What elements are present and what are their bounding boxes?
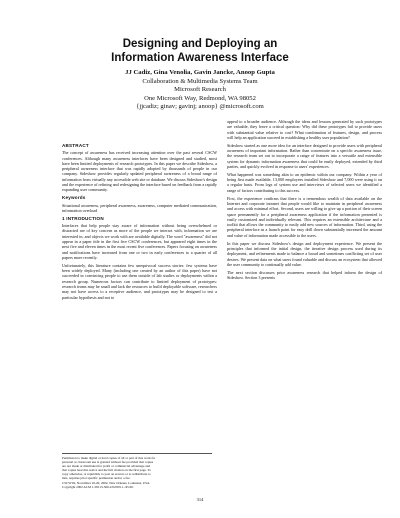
abstract-text: The concept of awareness has received increasing attention over the past several CSCW conferences. Although many awareness interfaces have been designed and studied, most have been limited deployments of research prototypes. In this paper we describe Sideshow, a peripheral awareness interface that was rapidly adopted by thousands of people in our company. Sideshow provides regularly updated peripheral awareness of a broad range of information from virtually any accessible web site or database. We discuss Sideshow's design and the experience of refining and redesigning the interface based on feedback from a rapidly expanding user community. bbox=[62, 150, 217, 193]
paper-title-line1: Designing and Deploying an bbox=[122, 38, 278, 50]
body-paragraph-6: The next section discusses prior awareness research that helped inform the design of Sideshow. Section 3 presents bbox=[227, 269, 382, 280]
body-paragraph-4: First, the experience confirms that there is a tremendous wealth of data available on the Internet and corporate intranet that people would like to maintain in peripheral awareness and access with minimal effort. Second, users are willing to give up a portion of their screen space permanently for a peripheral awareness application if the information presented is easily customized and individually relevant. This requires an extensible architecture and a toolkit that allows the community to easily add new sources of information. Third, using the peripheral interface as a launch point for easy drill down substantially increased the amount and value of information made accessible to the users. bbox=[227, 195, 382, 238]
abstract-heading: ABSTRACT bbox=[62, 143, 89, 148]
keywords-text: Situational awareness, peripheral awareness, awareness, computer mediated communication, information overload bbox=[62, 202, 217, 213]
left-column bbox=[62, 142, 217, 302]
footnote-line: Copyright 2002 ACM 1-58113-560-2/02/0011...$5.00. bbox=[62, 484, 134, 489]
copyright-footnote bbox=[62, 453, 212, 489]
right-column bbox=[227, 119, 382, 283]
introduction-paragraph-2: Unfortunately, this literature contains few unequivocal success stories: few systems have been widely deployed. Many (including one created by an author of this paper) have not succeeded in convincing people to use them outside of lab studies or deployments within a research group. Numerous factors can contribute to limited deployment of prototypes: research teams may be small and lack the resources to build deployable software, researchers may not have access to a receptive audience, and prototypes may be designed to test a particular hypothesis and not to bbox=[62, 262, 217, 300]
page-number: 314 bbox=[196, 497, 204, 502]
author-emails: {jjcadiz; ginav; gavinj; anoop} @microsoft.com bbox=[136, 103, 264, 111]
body-paragraph-3: What happened was something akin to an epidemic within our company. Within a year of being first made available, 13,000 employees installed Sideshow and 7,000 were using it on a regular basis. From logs of system use and interviews of selected users we identified a range of factors contributing to this success. bbox=[227, 171, 382, 193]
footnote-line: copy otherwise, or republish, to post on servers or to redistribute to bbox=[62, 472, 151, 477]
footnote-line: are not made or distributed for profit or commercial advantage and bbox=[62, 464, 151, 469]
footnote-line: Permission to make digital or hard copies of all or part of this work for bbox=[62, 456, 156, 460]
introduction-heading: 1 INTRODUCTION bbox=[62, 215, 104, 221]
footnote-line: lists, requires prior specific permission and/or a fee. bbox=[62, 476, 131, 481]
affiliation-org: Microsoft Research bbox=[174, 86, 226, 94]
author-names: JJ Cadiz, Gina Venolia, Gavin Jancke, Anoop Gupta bbox=[125, 69, 275, 76]
affiliation-address: One Microsoft Way, Redmond, WA 98052 bbox=[144, 94, 256, 102]
author-block bbox=[0, 69, 400, 112]
paper-title-line2: Information Awareness Interface bbox=[111, 52, 289, 64]
body-paragraph-2: Sideshow started as one more idea for an interface designed to provide users with peripheral awareness of important information. Rather than concentrate on a specific awareness issue, the research team set out to incorporate a range of features into a versatile and extensible system for dynamic information awareness that could be easily deployed, extended by third parties, and quickly evolved in response to users' experiences. bbox=[227, 142, 382, 169]
footnote-line: personal or classroom use is granted without fee provided that copies bbox=[62, 460, 154, 465]
introduction-paragraph-1: Interfaces that help people stay aware of information without being overwhelmed or distracted are of key concern as more of the people we interact with, information we are interested in, and objects we work with are available digitally. The word "awareness" did not appear in a paper title in the first five CSCW conferences, but appeared eight times in the next five and eleven times in the most recent five conferences. Papers focusing on awareness and notifications have increased from one or two in early conferences to a quarter of all papers more recently. bbox=[62, 223, 217, 260]
affiliation-group: Collaboration & Multimedia Systems Team bbox=[142, 77, 258, 85]
keywords-heading: Keywords bbox=[62, 195, 86, 201]
body-paragraph-5: In this paper we discuss Sideshow's design and deployment experience. We present the principles that informed the initial design, the iterative design process used during its deployment, and refinements made to balance a broad and sometimes conflicting set of user desires. We present data on what users found valuable and discuss an ecosystem that allowed the user community to continually add value. bbox=[227, 240, 382, 267]
body-paragraph-1: appeal to a broader audience. Although the ideas and lessons generated by such prototypes are valuable, they leave a critical question: Why did these prototypes fail to provide users with substantial value relative to cost? What combination of features, design, and process will help an application succeed in establishing a healthy user population? bbox=[227, 119, 382, 140]
footnote-line: CSCW'02, November 16-20, 2002, New Orleans, Louisiana, USA. bbox=[62, 480, 151, 485]
footnote-line: that copies bear this notice and the full citation on the first page. To bbox=[62, 468, 151, 473]
